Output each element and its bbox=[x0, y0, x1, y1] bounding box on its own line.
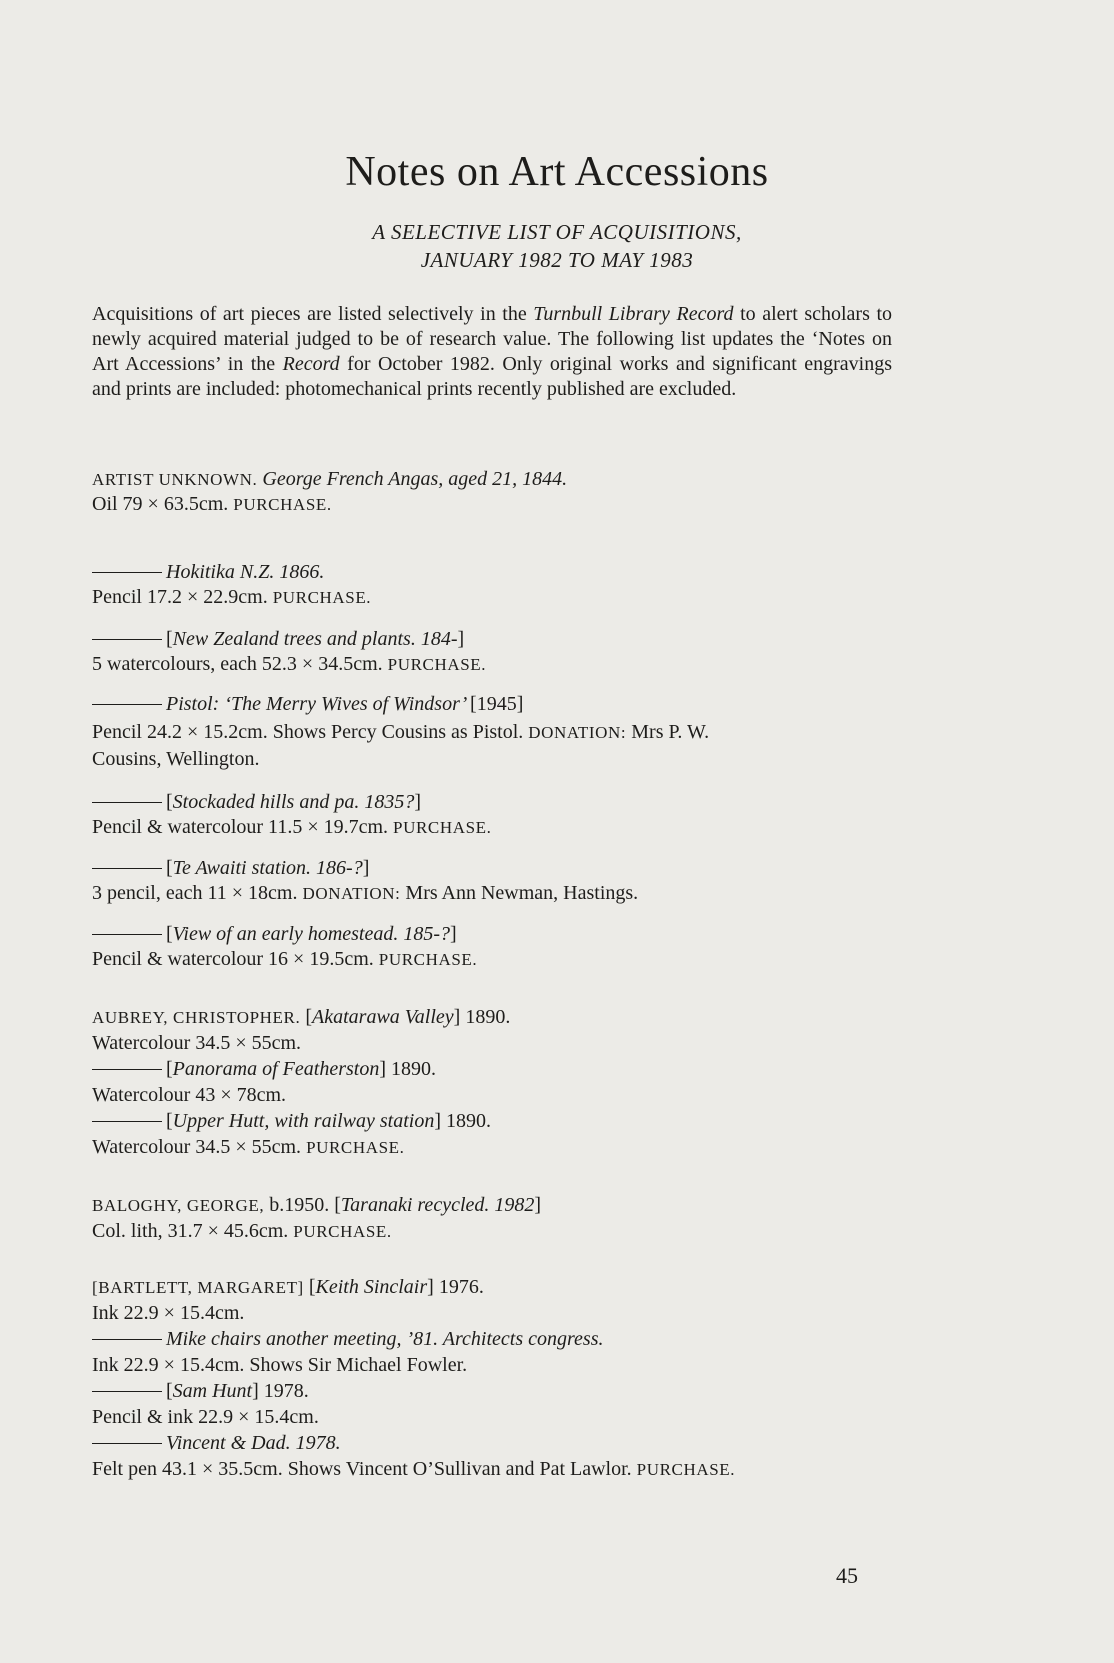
ditto-rule bbox=[92, 1443, 162, 1444]
ditto-rule bbox=[92, 934, 162, 935]
ditto-rule bbox=[92, 868, 162, 869]
ditto-rule bbox=[92, 1391, 162, 1392]
entry-detail: Oil 79 × 63.5cm. PURCHASE. bbox=[92, 493, 332, 515]
entry-detail: Col. lith, 31.7 × 45.6cm. PURCHASE. bbox=[92, 1220, 392, 1242]
entry-heading: [Te Awaiti station. 186-?] bbox=[92, 856, 369, 881]
subtitle-line: A SELECTIVE LIST OF ACQUISITIONS, bbox=[372, 220, 742, 244]
entry-detail: Pencil 17.2 × 22.9cm. PURCHASE. bbox=[92, 586, 372, 608]
entry-heading: [Sam Hunt] 1978. bbox=[92, 1379, 309, 1404]
entry-heading: BALOGHY, GEORGE, b.1950. [Taranaki recycled. 1982] bbox=[92, 1194, 542, 1216]
ditto-rule bbox=[92, 1069, 162, 1070]
entry-heading: [Panorama of Featherston] 1890. bbox=[92, 1057, 436, 1082]
entry-detail: Pencil & watercolour 16 × 19.5cm. PURCHASE. bbox=[92, 948, 478, 970]
entry-detail: Pencil & watercolour 11.5 × 19.7cm. PURCHASE. bbox=[92, 816, 492, 838]
entry-detail: Ink 22.9 × 15.4cm. Shows Sir Michael Fowler. bbox=[92, 1354, 468, 1376]
entry-detail: Pencil 24.2 × 15.2cm. Shows Percy Cousins as Pistol. DONATION: Mrs P. W. bbox=[92, 721, 710, 743]
entry-detail: Cousins, Wellington. bbox=[92, 748, 260, 770]
entry-detail: Felt pen 43.1 × 35.5cm. Shows Vincent O’Sullivan and Pat Lawlor. PURCHASE. bbox=[92, 1458, 736, 1480]
entry-detail: Pencil & ink 22.9 × 15.4cm. bbox=[92, 1406, 319, 1428]
ditto-rule bbox=[92, 1121, 162, 1122]
ditto-rule bbox=[92, 639, 162, 640]
page-title: Notes on Art Accessions bbox=[345, 149, 769, 195]
page-number: 45 bbox=[836, 1563, 858, 1588]
entry-detail: Watercolour 34.5 × 55cm. bbox=[92, 1032, 302, 1054]
ditto-rule bbox=[92, 572, 162, 573]
entry-heading: Vincent & Dad. 1978. bbox=[92, 1431, 341, 1456]
page-subtitle bbox=[0, 218, 1114, 274]
entry-heading: ARTIST UNKNOWN. George French Angas, aged 21, 1844. bbox=[92, 468, 568, 490]
entry-detail: Watercolour 43 × 78cm. bbox=[92, 1084, 287, 1106]
entry-heading: [View of an early homestead. 185-?] bbox=[92, 922, 457, 947]
entry-heading: Hokitika N.Z. 1866. bbox=[92, 560, 324, 585]
intro-paragraph: Acquisitions of art pieces are listed selectively in the Turnbull Library Record to alert scholars to newly acquired material judged to be of research value. The following list updates the ‘Notes on Art Accessions’ in the Record for October 1982. Only original works and significant engravings and prints are included: photomechanical prints recently published are excluded. bbox=[92, 303, 893, 400]
ditto-rule bbox=[92, 704, 162, 705]
entry-heading: [Stockaded hills and pa. 1835?] bbox=[92, 790, 421, 815]
ditto-rule bbox=[92, 802, 162, 803]
subtitle-line: JANUARY 1982 TO MAY 1983 bbox=[420, 248, 694, 272]
entry-heading: AUBREY, CHRISTOPHER. [Akatarawa Valley] 1890. bbox=[92, 1006, 511, 1028]
ditto-rule bbox=[92, 1339, 162, 1340]
entry-detail: Watercolour 34.5 × 55cm. PURCHASE. bbox=[92, 1136, 405, 1158]
entry-detail: 3 pencil, each 11 × 18cm. DONATION: Mrs Ann Newman, Hastings. bbox=[92, 882, 639, 904]
entry-heading: Mike chairs another meeting, ’81. Architects congress. bbox=[92, 1327, 604, 1352]
entry-detail: 5 watercolours, each 52.3 × 34.5cm. PURCHASE. bbox=[92, 653, 487, 675]
entry-detail: Ink 22.9 × 15.4cm. bbox=[92, 1302, 245, 1324]
entry-heading: Pistol: ‘The Merry Wives of Windsor’ [1945] bbox=[92, 692, 523, 717]
entry-heading: [BARTLETT, MARGARET] [Keith Sinclair] 1976. bbox=[92, 1276, 484, 1298]
entry-heading: [Upper Hutt, with railway station] 1890. bbox=[92, 1109, 491, 1134]
entry-heading: [New Zealand trees and plants. 184-] bbox=[92, 627, 464, 652]
